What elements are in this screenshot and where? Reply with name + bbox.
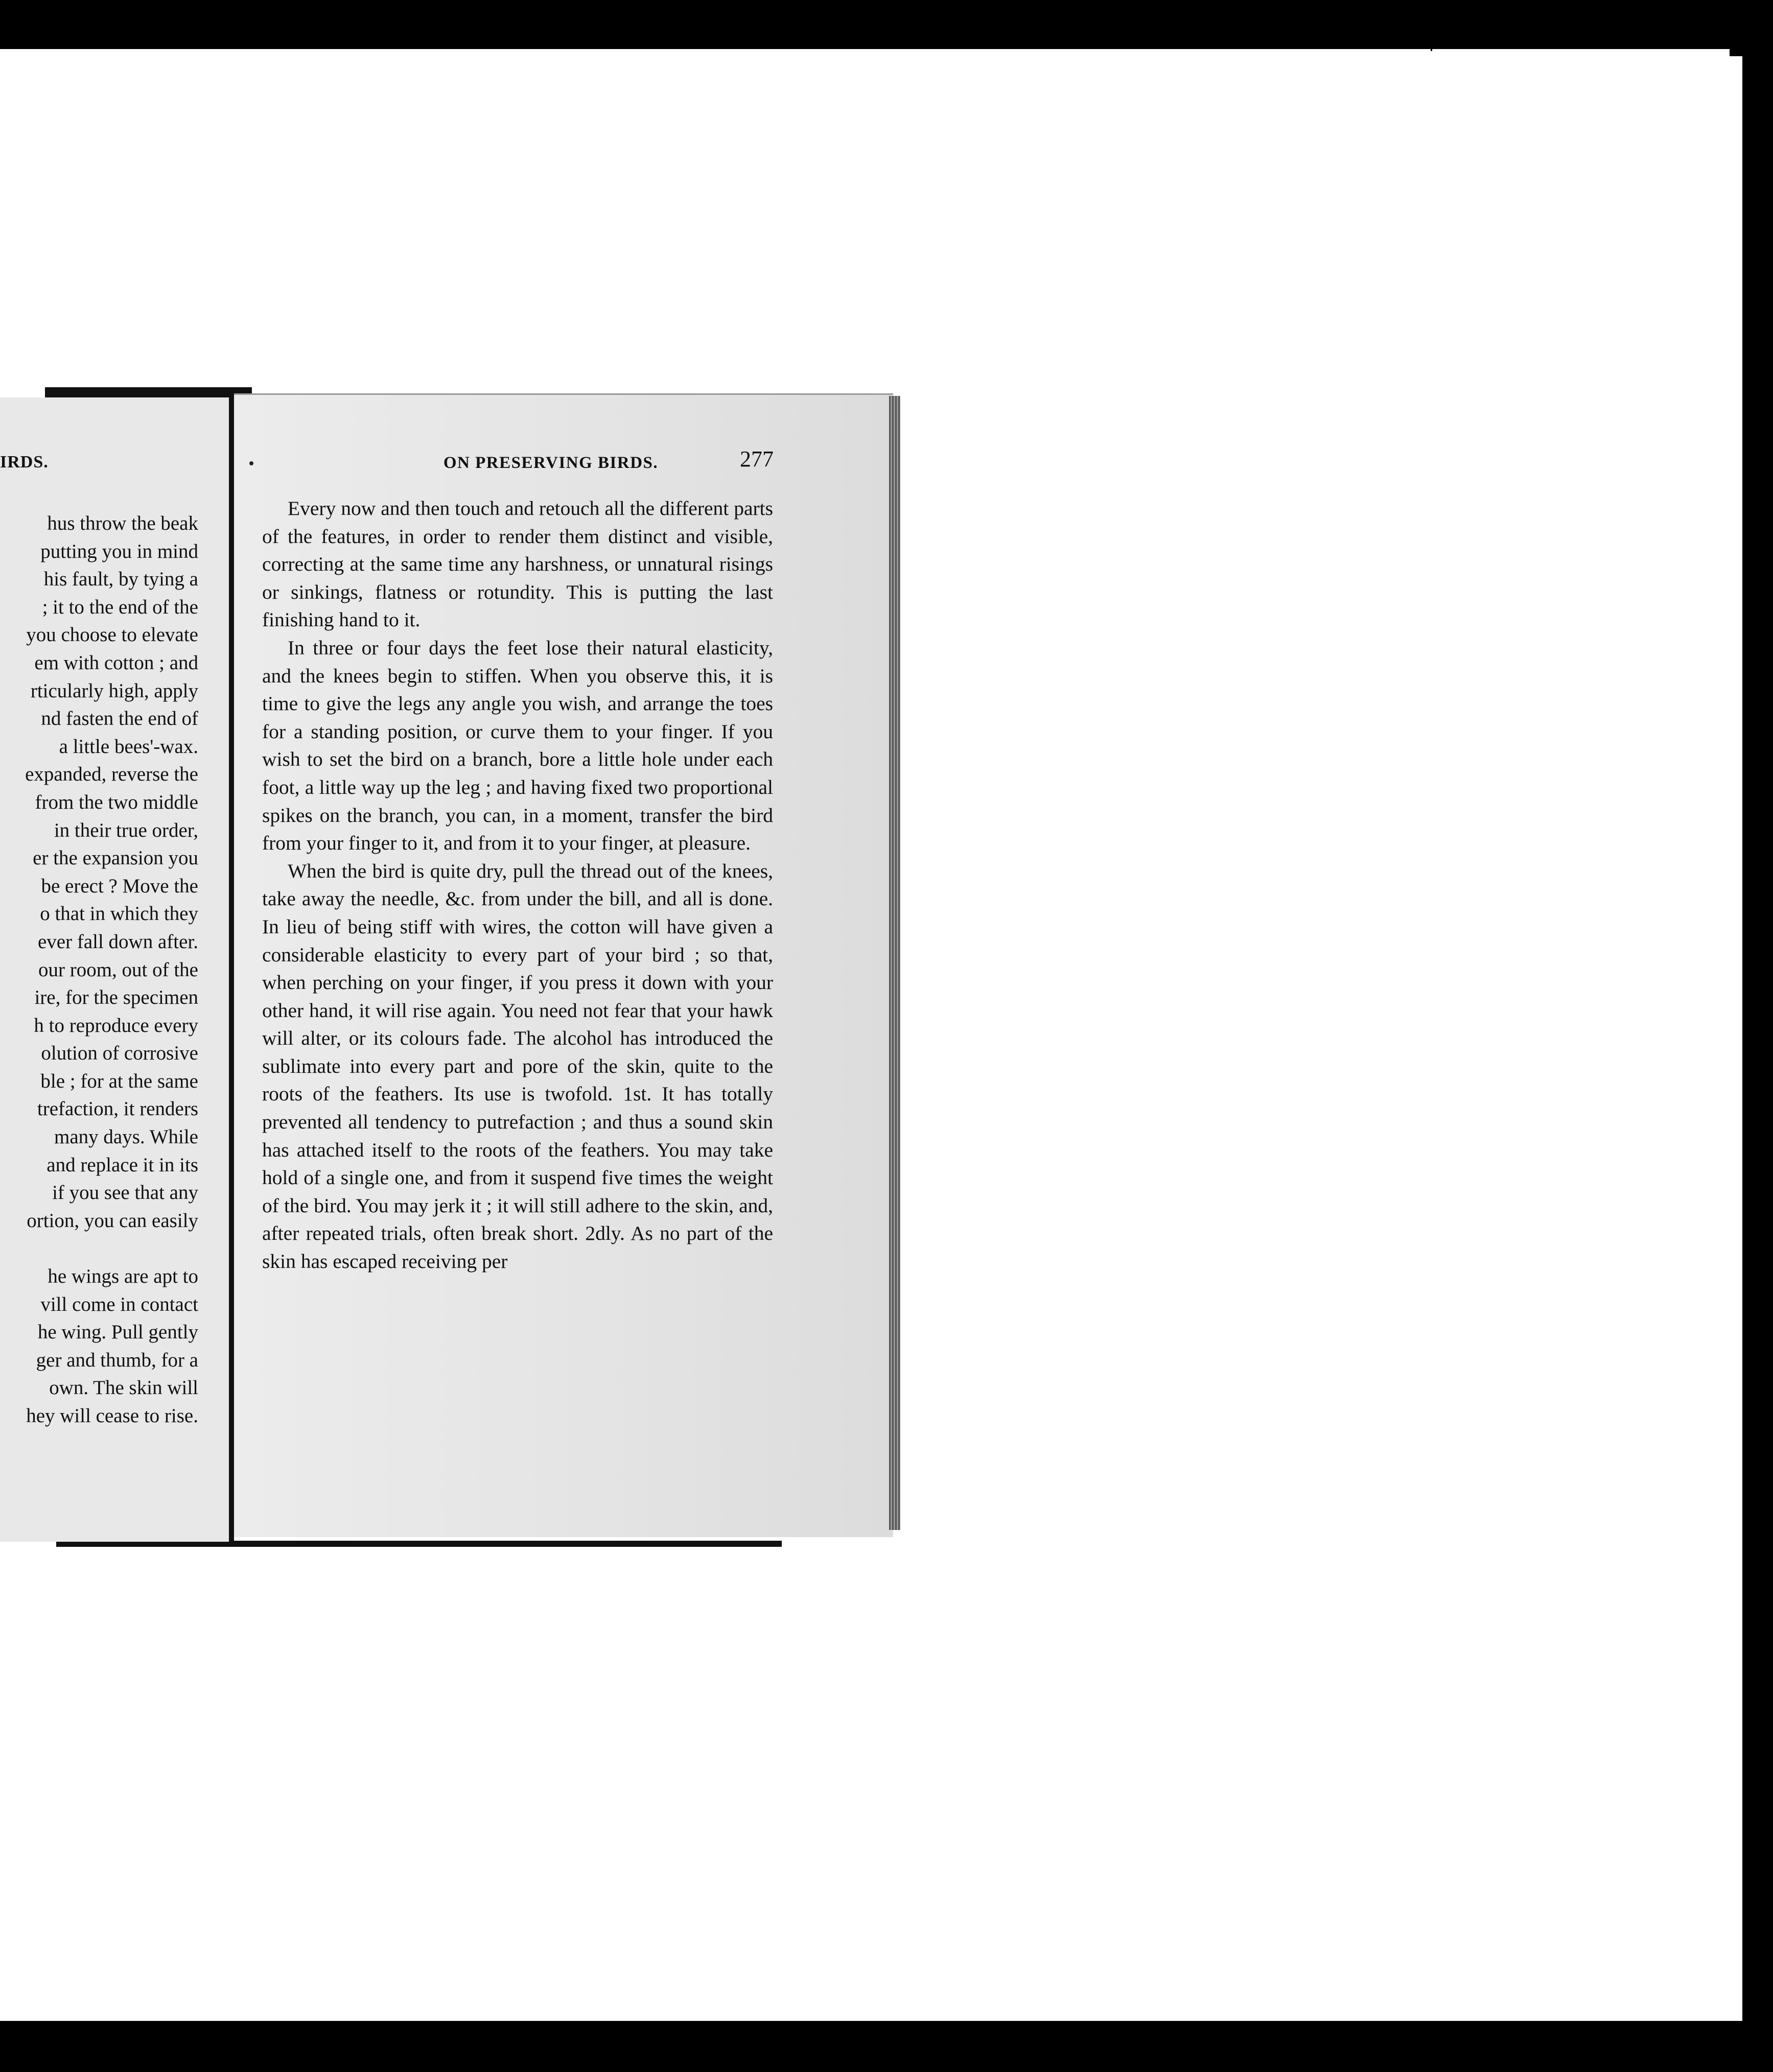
left-line: own. The skin will (49, 1377, 198, 1399)
right-page (234, 393, 893, 1537)
left-line: er the expansion you (33, 847, 198, 869)
left-line: a little bees'-wax. (59, 735, 198, 758)
left-line: ever fall down after. (37, 930, 198, 953)
scan-edge-mark (1730, 49, 1742, 56)
left-line: his fault, by tying a (43, 568, 198, 591)
left-line: em with cotton ; and (34, 651, 198, 674)
left-line: he wings are apt to (48, 1265, 198, 1288)
paragraph: In three or four days the feet lose their natural elasticity, and the knees begin to stiffen. When you observe this, it is time to give the legs any angle you wish, and arrange the toes for a standing position, or curve them to your finger. If you wish to set the bird on a branch, bore a little hole under each foot, a little way up the leg ; and having fixed two proportional spikes on the branch, you can, in a moment, transfer the bird from your finger to it, and from it to your finger, at pleasure. (262, 636, 773, 855)
paragraph: Every now and then touch and retouch all the different parts of the features, in order to render them distinct and visible, correcting at the same time any harshness, or unnatural risings or sinkings, flatness or rotundity. This is putting the last finishing hand to it. (262, 497, 773, 631)
left-line: ; it to the end of the (42, 596, 198, 618)
left-line: ortion, you can easily (27, 1209, 198, 1232)
running-head: ON PRESERVING BIRDS. (443, 454, 659, 472)
page-body (262, 495, 773, 1276)
left-line: our room, out of the (38, 958, 198, 981)
left-line: from the two middle (35, 791, 198, 813)
left-line: you choose to elevate (26, 624, 198, 646)
left-line: vill come in contact (40, 1293, 198, 1315)
page-number: 277 (740, 446, 774, 472)
left-line: nd fasten the end of (41, 708, 198, 730)
left-line: trefaction, it renders (37, 1098, 198, 1120)
left-line: in their true order, (54, 819, 198, 841)
left-line: ble ; for at the same (40, 1070, 198, 1092)
left-line: rticularly high, apply (30, 679, 198, 702)
left-running-head: IRDS. (0, 453, 49, 472)
left-line: olution of corrosive (41, 1042, 198, 1065)
left-line: expanded, reverse the (25, 763, 198, 786)
left-page-text (0, 510, 198, 1430)
paragraph: When the bird is quite dry, pull the thread out of the knees, take away the needle, &c. from under the bill, and all is done. In lieu of being stiff with wires, the cotton will have given a considerable elasticity to every part of your bird ; so that, when perching on your finger, if you press it down with your other hand, it will rise again. You need not fear that your hawk will alter, or its colours fade. The alcohol has introduced the sublimate into every part and pore of the skin, quite to the roots of the feathers. Its use is twofold. 1st. It has totally prevented all tendency to putrefaction ; and thus a sound skin has attached itself to the roots of the feathers. You may take hold of a single one, and from it suspend five times the weight of the bird. You may jerk it ; it will still adhere to the skin, and, after repeated trials, often break short. 2dly. As no part of the skin has escaped receiving per (262, 859, 773, 1273)
left-line: if you see that any (52, 1182, 198, 1204)
top-binding-bar (45, 387, 252, 398)
left-paragraph-gap (0, 1235, 198, 1263)
left-line: hey will cease to rise. (26, 1405, 198, 1427)
left-line: be erect ? Move the (41, 875, 198, 897)
scan-tick-mark (1431, 31, 1432, 51)
left-line: h to reproduce every (34, 1014, 198, 1037)
left-line: putting you in mind (40, 540, 198, 562)
left-line: and replace it in its (46, 1153, 198, 1176)
left-line: he wing. Pull gently (37, 1321, 198, 1344)
left-line: o that in which they (40, 903, 198, 925)
left-line: ger and thumb, for a (36, 1349, 198, 1371)
left-line: ire, for the specimen (34, 986, 198, 1009)
left-line: many days. While (54, 1126, 198, 1148)
page-gutter (229, 397, 234, 1542)
left-line: hus throw the beak (47, 512, 198, 534)
left-page (0, 397, 232, 1542)
page-stack-edge (889, 396, 900, 1530)
